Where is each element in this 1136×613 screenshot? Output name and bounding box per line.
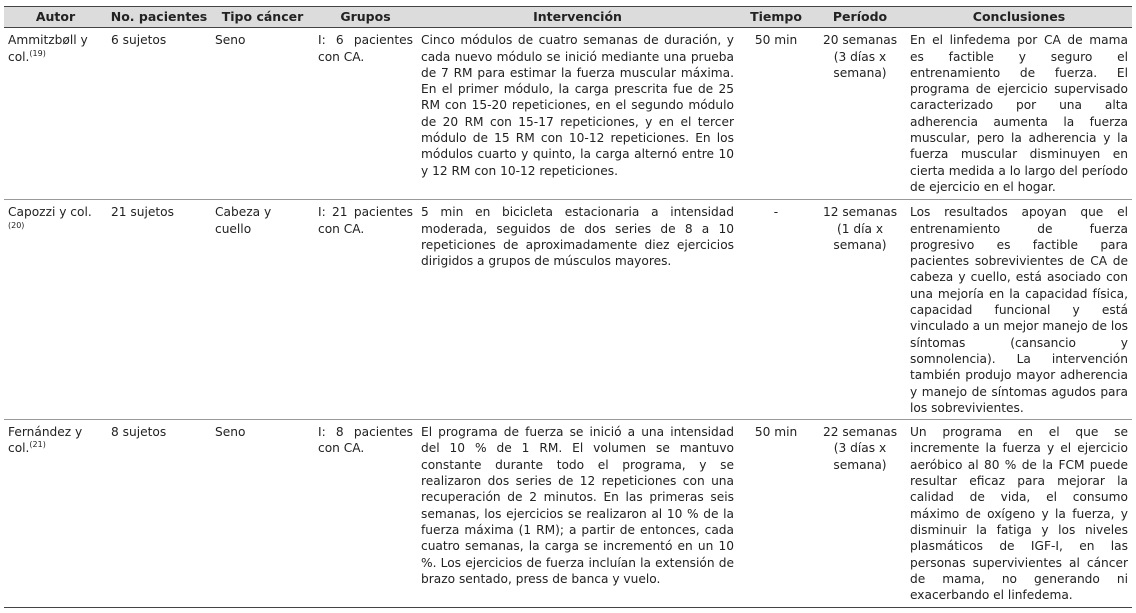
cell-pacientes: 21 sujetos [107,200,211,420]
reference-number: (20) [8,220,25,230]
table-header-row [4,7,1132,28]
cell-intervencion: Cinco módulos de cuatro semanas de duración, y cada nuevo módulo se inició mediante una prueba de 7 RM para estimar la fuerza muscular máxima. En el primer módulo, la carga prescrita fue de 25 RM con 15-20 repeticiones, en el segundo módulo de 20 RM con 15-17 repeticiones, y en el tercer módulo de 15 RM con 10-12 repeticiones. En los módulos cuarto y quinto, la carga alternó entre 10 y 12 RM con 10-12 repeticiones. [417,28,738,200]
cell-autor: Fernández y col.$^{(21)}$ [4,420,107,608]
header-intervencion: Intervención [417,7,738,28]
cell-periodo: 22 semanas (3 días x semana) [814,420,906,608]
cell-pacientes: 6 sujetos [107,28,211,200]
table-row [4,420,1132,608]
cell-tiempo: 50 min [738,28,814,200]
reference-number: (19) [29,48,46,58]
header-tiempo: Tiempo [738,7,814,28]
cell-grupos: I: 21 pacientes con CA. [314,200,417,420]
cell-intervencion: 5 min en bicicleta estacionaria a intensidad moderada, seguidos de dos series de 8 a 10 repeticiones de aproximadamente diez ejercicios dirigidos a grupos de músculos mayores. [417,200,738,420]
cell-tipo: Cabeza y cuello [211,200,314,420]
header-tipo: Tipo cáncer [211,7,314,28]
cell-periodo: 12 semanas (1 día x semana) [814,200,906,420]
cell-tiempo: - [738,200,814,420]
cell-grupos: I: 6 pacientes con CA. [314,28,417,200]
header-periodo: Período [814,7,906,28]
cell-grupos: I: 8 pacientes con CA. [314,420,417,608]
reference-number: (21) [29,440,46,450]
cell-tipo: Seno [211,420,314,608]
cell-tipo: Seno [211,28,314,200]
cell-pacientes: 8 sujetos [107,420,211,608]
header-autor: Autor [4,7,107,28]
table-row [4,28,1132,200]
cell-conclusiones: Los resultados apoyan que el entrenamiento de fuerza progresivo es factible para pacientes sobrevivientes de CA de cabeza y cuello, está asociado con una mejoría en la capacidad física, capacidad funcional y está vinculado a un mejor manejo de los síntomas (cansancio y somnolencia). La intervención también produjo mayor adherencia y manejo de síntomas agudos para los sobrevivientes. [906,200,1132,420]
cell-conclusiones: Un programa en el que se incremente la fuerza y el ejercicio aeróbico al 80 % de la FCM puede resultar eficaz para mejorar la calidad de vida, el consumo máximo de oxígeno y la fuerza, y disminuir la fatiga y los niveles plasmáticos de IGF-I, en las personas supervivientes al cáncer de mama, no generando ni exacerbando el linfedema. [906,420,1132,608]
cell-conclusiones: En el linfedema por CA de mama es factible y seguro el entrenamiento de fuerza. El programa de ejercicio supervisado caracterizado por una alta adherencia aumenta la fuerza muscular, pero la adherencia y la fuerza muscular disminuyen en cierta medida a lo largo del período de ejercicio en el hogar. [906,28,1132,200]
cell-tiempo: 50 min [738,420,814,608]
cell-intervencion: El programa de fuerza se inició a una intensidad del 10 % de 1 RM. El volumen se mantuvo constante durante todo el programa, y se realizaron dos series de 12 repeticiones con una recuperación de 2 minutos. En las primeras seis semanas, los ejercicios se realizaron al 10 % de la fuerza máxima (1 RM); a partir de entonces, cada cuatro semanas, la carga se incrementó en un 10 %. Los ejercicios de fuerza incluían la extensión de brazo sentado, press de banca y vuelo. [417,420,738,608]
table-row [4,200,1132,420]
header-pacientes: No. pacientes [107,7,211,28]
cell-autor: Capozzi y col.$^{(20)}$ [4,200,107,420]
cell-autor: Ammitzbøll y col.$^{(19)}$ [4,28,107,200]
header-grupos: Grupos [314,7,417,28]
studies-table [4,6,1132,608]
cell-periodo: 20 semanas (3 días x semana) [814,28,906,200]
header-conclusiones: Conclusiones [906,7,1132,28]
